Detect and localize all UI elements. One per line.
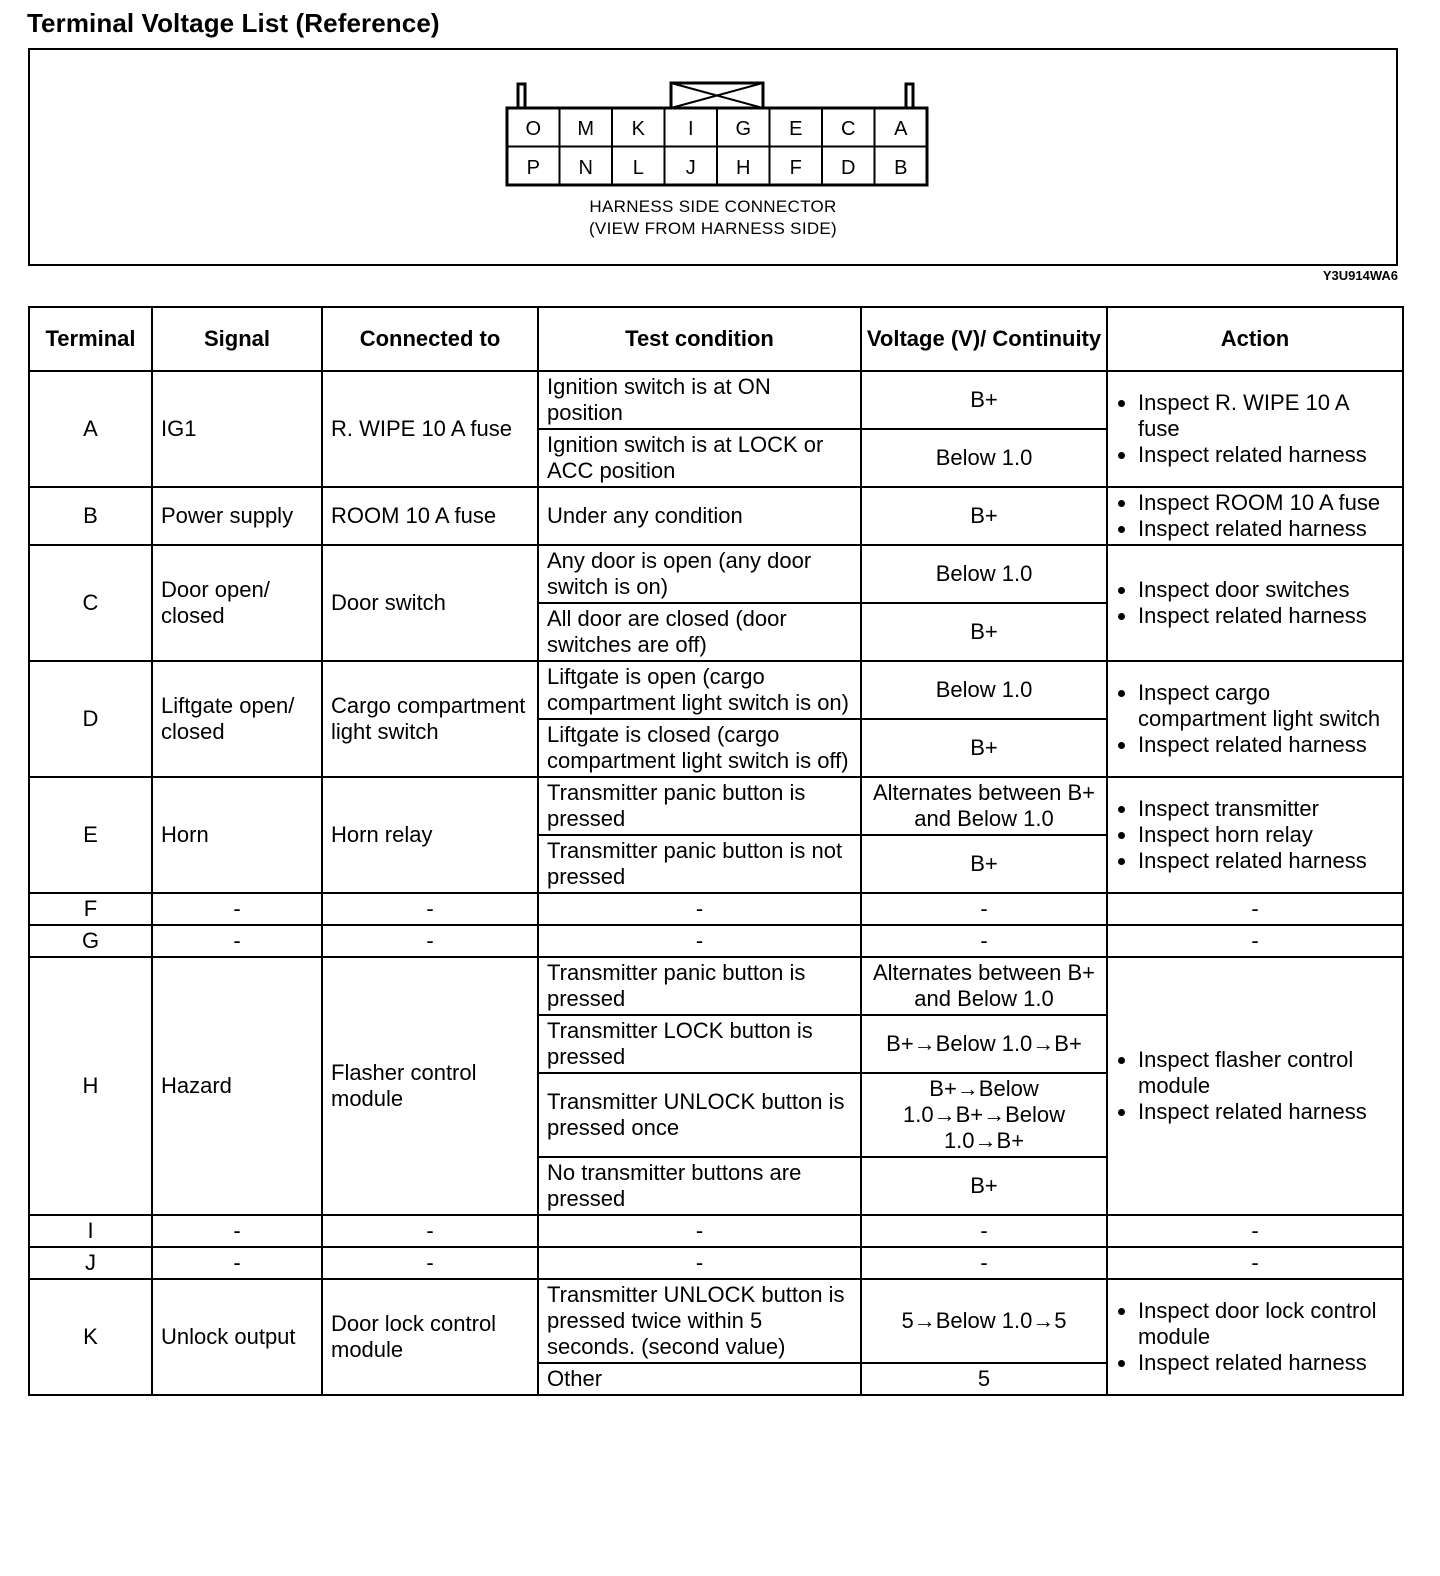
action-list (1116, 796, 1394, 874)
terminal-cell: J (29, 1247, 152, 1279)
pin-label-N: N (578, 157, 593, 179)
pin-label-F: F (789, 157, 802, 179)
connected-to-cell: Door switch (322, 545, 538, 661)
voltage-cell: - (861, 925, 1107, 957)
action-cell (1107, 777, 1403, 893)
terminal-cell: C (29, 545, 152, 661)
test-condition-cell: Transmitter panic button is pressed (538, 777, 861, 835)
connected-to-cell: Flasher control module (322, 957, 538, 1215)
test-condition-cell: - (538, 1247, 861, 1279)
connected-to-cell: - (322, 1215, 538, 1247)
test-condition-cell: All door are closed (door switches are off) (538, 603, 861, 661)
connected-to-cell: ROOM 10 A fuse (322, 487, 538, 545)
test-condition-cell: Any door is open (any door switch is on) (538, 545, 861, 603)
action-item: • Inspect related harness (1138, 516, 1394, 542)
action-cell (1107, 661, 1403, 777)
voltage-cell: B+ (861, 1157, 1107, 1215)
table-row (29, 957, 1403, 1015)
connected-to-cell: - (322, 925, 538, 957)
figure-code: Y3U914WA6 (1322, 268, 1398, 283)
action-item: • Inspect door switches (1138, 577, 1394, 603)
header-terminal: Terminal (29, 307, 152, 371)
header-connected-to: Connected to (322, 307, 538, 371)
action-cell (1107, 957, 1403, 1215)
action-item: • Inspect related harness (1138, 1099, 1394, 1125)
pin-label-C: C (841, 118, 856, 140)
test-condition-cell: - (538, 893, 861, 925)
action-list (1116, 390, 1394, 468)
table-row (29, 1247, 1403, 1279)
voltage-cell: B+→Below 1.0→B+ (861, 1015, 1107, 1073)
connector-left-latch (518, 84, 525, 108)
signal-cell: IG1 (152, 371, 322, 487)
signal-cell: - (152, 1247, 322, 1279)
signal-cell: - (152, 893, 322, 925)
action-item: • Inspect related harness (1138, 1350, 1394, 1376)
table-row (29, 661, 1403, 719)
voltage-cell: - (861, 1247, 1107, 1279)
pin-label-B: B (894, 157, 908, 179)
connected-to-cell: Cargo compartment light switch (322, 661, 538, 777)
test-condition-cell: Transmitter panic button is not pressed (538, 835, 861, 893)
connector-right-latch (906, 84, 913, 108)
voltage-cell: - (861, 893, 1107, 925)
action-list (1116, 1298, 1394, 1376)
terminal-cell: H (29, 957, 152, 1215)
terminal-cell: A (29, 371, 152, 487)
test-condition-cell: Liftgate is open (cargo compartment light switch is on) (538, 661, 861, 719)
pin-label-P: P (526, 157, 540, 179)
page-title: Terminal Voltage List (Reference) (27, 8, 440, 38)
terminal-cell: E (29, 777, 152, 893)
table-header-row (29, 307, 1403, 371)
pin-label-M: M (577, 118, 595, 140)
pin-label-G: G (735, 118, 752, 140)
voltage-cell: Below 1.0 (861, 429, 1107, 487)
action-cell (1107, 1279, 1403, 1395)
action-item: • Inspect horn relay (1138, 822, 1394, 848)
header-test-condition: Test condition (538, 307, 861, 371)
action-cell (1107, 371, 1403, 487)
table-row (29, 925, 1403, 957)
pin-label-E: E (789, 118, 803, 140)
signal-cell: Door open/ closed (152, 545, 322, 661)
signal-cell: Hazard (152, 957, 322, 1215)
pin-label-J: J (685, 157, 696, 179)
signal-cell: - (152, 1215, 322, 1247)
action-list (1116, 680, 1394, 758)
voltage-cell: B+ (861, 487, 1107, 545)
pin-label-O: O (525, 118, 542, 140)
table-row (29, 777, 1403, 835)
action-item: • Inspect related harness (1138, 732, 1394, 758)
table-row (29, 1279, 1403, 1363)
action-item: • Inspect cargo compartment light switch (1138, 680, 1394, 732)
test-condition-cell: - (538, 1215, 861, 1247)
pin-label-I: I (687, 118, 694, 140)
table-row (29, 1215, 1403, 1247)
table-row (29, 487, 1403, 545)
action-item: • Inspect related harness (1138, 603, 1394, 629)
test-condition-cell: Under any condition (538, 487, 861, 545)
action-cell: - (1107, 1247, 1403, 1279)
voltage-cell: Alternates between B+ and Below 1.0 (861, 777, 1107, 835)
test-condition-cell: Transmitter UNLOCK button is pressed once (538, 1073, 861, 1157)
signal-cell: Liftgate open/ closed (152, 661, 322, 777)
pin-label-A: A (894, 118, 908, 140)
voltage-cell: B+ (861, 835, 1107, 893)
action-cell (1107, 487, 1403, 545)
pin-label-H: H (736, 157, 751, 179)
terminal-cell: D (29, 661, 152, 777)
test-condition-cell: Transmitter LOCK button is pressed (538, 1015, 861, 1073)
voltage-cell: Below 1.0 (861, 545, 1107, 603)
connected-to-cell: - (322, 1247, 538, 1279)
voltage-cell: 5 (861, 1363, 1107, 1395)
test-condition-cell: Transmitter UNLOCK button is pressed twice within 5 seconds. (second value) (538, 1279, 861, 1363)
connected-to-cell: - (322, 893, 538, 925)
terminal-cell: K (29, 1279, 152, 1395)
pin-label-K: K (631, 118, 645, 140)
action-cell: - (1107, 1215, 1403, 1247)
signal-cell: - (152, 925, 322, 957)
test-condition-cell: No transmitter buttons are pressed (538, 1157, 861, 1215)
test-condition-cell: Ignition switch is at ON position (538, 371, 861, 429)
action-cell (1107, 545, 1403, 661)
action-item: • Inspect flasher control module (1138, 1047, 1394, 1099)
table-row (29, 371, 1403, 429)
voltage-cell: B+→Below 1.0→B+→Below 1.0→B+ (861, 1073, 1107, 1157)
terminal-cell: I (29, 1215, 152, 1247)
action-list (1116, 1047, 1394, 1125)
pin-label-D: D (841, 157, 856, 179)
action-list (1116, 490, 1394, 542)
terminal-voltage-table (28, 306, 1404, 1396)
voltage-cell: B+ (861, 603, 1107, 661)
action-item: • Inspect related harness (1138, 442, 1394, 468)
connected-to-cell: Horn relay (322, 777, 538, 893)
voltage-cell: B+ (861, 371, 1107, 429)
pin-label-L: L (632, 157, 644, 179)
connector-diagram (28, 48, 1398, 266)
test-condition-cell: Other (538, 1363, 861, 1395)
test-condition-cell: Transmitter panic button is pressed (538, 957, 861, 1015)
test-condition-cell: - (538, 925, 861, 957)
voltage-cell: B+ (861, 719, 1107, 777)
signal-cell: Unlock output (152, 1279, 322, 1395)
action-item: • Inspect transmitter (1138, 796, 1394, 822)
connector-key (671, 83, 763, 108)
connector-caption-line1: HARNESS SIDE CONNECTOR (589, 197, 837, 216)
terminal-cell: B (29, 487, 152, 545)
test-condition-cell: Liftgate is closed (cargo compartment light switch is off) (538, 719, 861, 777)
connector-caption (30, 196, 1396, 240)
action-item: • Inspect ROOM 10 A fuse (1138, 490, 1394, 516)
action-cell: - (1107, 925, 1403, 957)
terminal-cell: G (29, 925, 152, 957)
header-signal: Signal (152, 307, 322, 371)
action-item: • Inspect R. WIPE 10 A fuse (1138, 390, 1394, 442)
voltage-cell: Below 1.0 (861, 661, 1107, 719)
voltage-cell: Alternates between B+ and Below 1.0 (861, 957, 1107, 1015)
voltage-cell: - (861, 1215, 1107, 1247)
table-body (29, 371, 1403, 1395)
action-list (1116, 577, 1394, 629)
connector-caption-line2: (VIEW FROM HARNESS SIDE) (588, 219, 838, 238)
header-voltage: Voltage (V)/ Continuity (861, 307, 1107, 371)
header-action: Action (1107, 307, 1403, 371)
terminal-cell: F (29, 893, 152, 925)
test-condition-cell: Ignition switch is at LOCK or ACC position (538, 429, 861, 487)
table-row (29, 545, 1403, 603)
action-item: • Inspect related harness (1138, 848, 1394, 874)
signal-cell: Power supply (152, 487, 322, 545)
table-row (29, 893, 1403, 925)
voltage-cell: 5→Below 1.0→5 (861, 1279, 1107, 1363)
connected-to-cell: R. WIPE 10 A fuse (322, 371, 538, 487)
action-cell: - (1107, 893, 1403, 925)
signal-cell: Horn (152, 777, 322, 893)
connected-to-cell: Door lock control module (322, 1279, 538, 1395)
action-item: • Inspect door lock control module (1138, 1298, 1394, 1350)
